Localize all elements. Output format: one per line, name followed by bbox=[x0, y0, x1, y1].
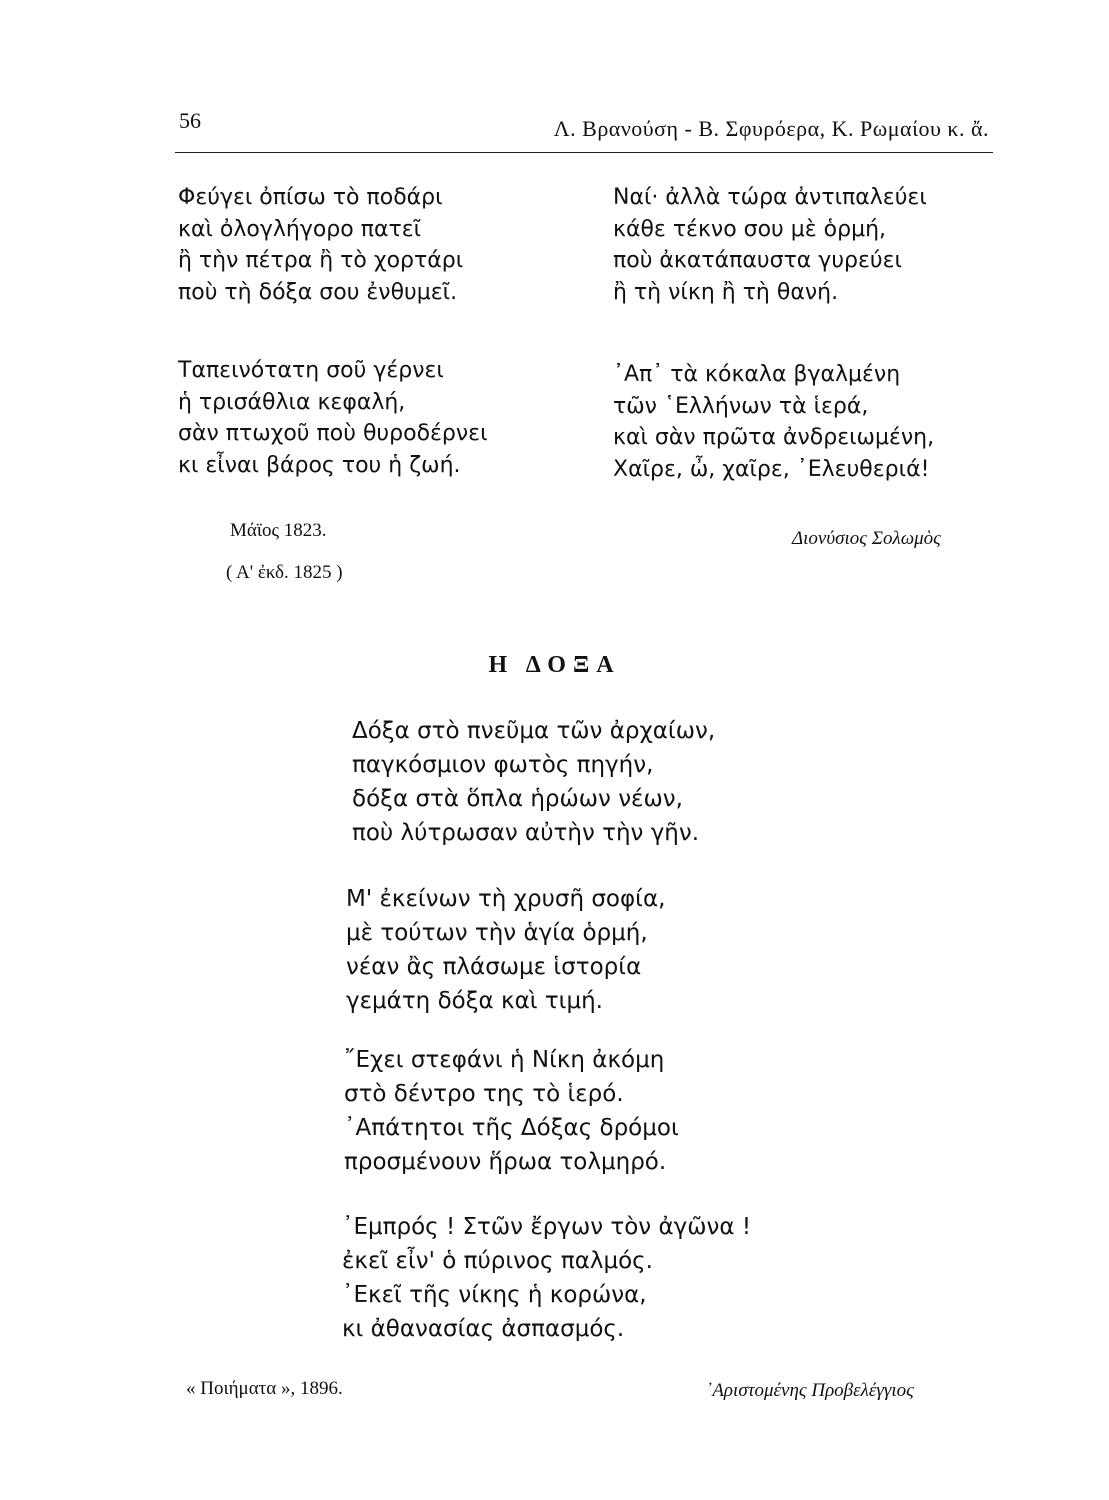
verse-line: καὶ σὰν πρῶτα ἀνδρειωμένη, bbox=[613, 425, 935, 450]
poem1-author: Διονύσιος Σολωμὸς bbox=[792, 528, 941, 549]
page-header bbox=[175, 108, 993, 156]
verse-line: μὲ τούτων τὴν ἁγία ὁρμή, bbox=[346, 920, 648, 946]
poem2-stanza-3 bbox=[344, 1043, 679, 1179]
poem1-left-stanza-2 bbox=[178, 355, 488, 481]
verse-line: καὶ ὀλογλήγορο πατεῖ bbox=[178, 216, 422, 242]
poem2-stanza-2 bbox=[346, 882, 665, 1018]
poem2-source: « Ποιήματα », 1896. bbox=[186, 1378, 343, 1399]
verse-line: κι εἶναι βάρος του ἡ ζωή. bbox=[178, 452, 461, 478]
verse-line: ποὺ ἀκατάπαυστα γυρεύει bbox=[613, 248, 902, 273]
verse-line: παγκόσμιον φωτὸς πηγήν, bbox=[352, 752, 654, 778]
verse-line: Χαῖρε, ὦ, χαῖρε, ᾿Ελευθεριά! bbox=[613, 456, 930, 482]
verse-line: ποὺ λύτρωσαν αὐτὴν τὴν γῆν. bbox=[352, 820, 700, 846]
running-head: Λ. Βρανούση - Β. Σφυρόερα, Κ. Ρωμαίου κ. ἄ. bbox=[553, 116, 989, 141]
verse-line: κάθε τέκνο σου μὲ ὁρμή, bbox=[613, 216, 887, 242]
verse-line: νέαν ἂς πλάσωμε ἱστορία bbox=[346, 954, 642, 980]
verse-line: κι ἀθανασίας ἀσπασμός. bbox=[342, 1316, 625, 1342]
verse-line: σὰν πτωχοῦ ποὺ θυροδέρνει bbox=[178, 421, 488, 446]
verse-line: ποὺ τὴ δόξα σου ἐνθυμεῖ. bbox=[178, 279, 458, 305]
verse-line: προσμένουν ἥρωα τολμηρό. bbox=[344, 1149, 667, 1175]
page-number: 56 bbox=[179, 108, 201, 133]
verse-line: ᾿Απάτητοι τῆς Δόξας δρόμοι bbox=[344, 1115, 679, 1141]
verse-line: γεμάτη δόξα καὶ τιμή. bbox=[346, 988, 603, 1014]
poem2-stanza-1 bbox=[352, 714, 715, 850]
verse-line: ᾿Εκεῖ τῆς νίκης ἡ κορώνα, bbox=[342, 1282, 647, 1308]
poem2-stanza-4 bbox=[342, 1210, 751, 1346]
verse-line: ἢ τὴ νίκη ἢ τὴ θανή. bbox=[613, 279, 839, 305]
poem1-right-stanza-2 bbox=[613, 359, 934, 485]
poem1-edition: ( Α' ἐκδ. 1825 ) bbox=[226, 562, 343, 583]
poem1-left-stanza-1 bbox=[178, 182, 463, 308]
verse-line: δόξα στὰ ὅπλα ἡρώων νέων, bbox=[352, 786, 683, 812]
verse-line: ἡ τρισάθλια κεφαλή, bbox=[178, 389, 406, 415]
poem2-author: ᾿Αριστομένης Προβελέγγιος bbox=[706, 1380, 914, 1401]
verse-line: ᾿Εμπρός ! Στῶν ἔργων τὸν ἀγῶνα ! bbox=[342, 1214, 752, 1240]
poem1-right-stanza-1 bbox=[613, 182, 927, 308]
verse-line: Ναί· ἀλλὰ τώρα ἀντιπαλεύει bbox=[613, 185, 927, 210]
poem1-date: Μάϊος 1823. bbox=[230, 520, 327, 541]
verse-line: ἐκεῖ εἶν' ὁ πύρινος παλμός. bbox=[342, 1248, 653, 1274]
verse-line: Φεύγει ὀπίσω τὸ ποδάρι bbox=[178, 185, 443, 210]
verse-line: ᾿Απ᾿ τὰ κόκαλα βγαλμένη bbox=[613, 362, 901, 387]
verse-line: Μ' ἐκείνων τὴ χρυσῆ σοφία, bbox=[346, 886, 666, 912]
verse-line: Δόξα στὸ πνεῦμα τῶν ἀρχαίων, bbox=[352, 718, 716, 744]
verse-line: ἢ τὴν πέτρα ἢ τὸ χορτάρι bbox=[178, 248, 464, 273]
header-rule bbox=[175, 152, 993, 153]
verse-line: τῶν ῾Ελλήνων τὰ ἱερά, bbox=[613, 393, 869, 419]
poem-title: Η ΔΟΞΑ bbox=[488, 652, 621, 678]
verse-line: ῎Εχει στεφάνι ἡ Νίκη ἀκόμη bbox=[344, 1047, 665, 1073]
verse-line: στὸ δέντρο της τὸ ἱερό. bbox=[344, 1081, 624, 1107]
verse-line: Ταπεινότατη σοῦ γέρνει bbox=[178, 358, 444, 383]
